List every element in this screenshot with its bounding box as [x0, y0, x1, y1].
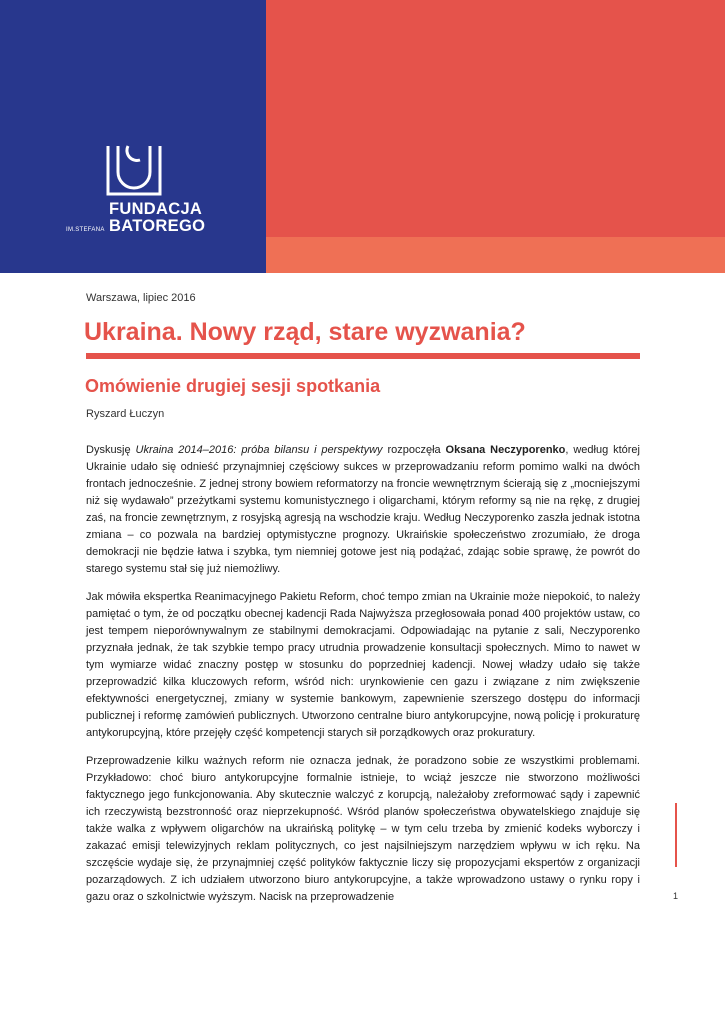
page-number: 1	[673, 891, 679, 901]
paragraph-1-text-a: Dyskusję	[86, 444, 136, 456]
header-orange-band	[266, 237, 725, 273]
dateline: Warszawa, lipiec 2016	[86, 292, 196, 304]
paragraph-3: Przeprowadzenie kilku ważnych reform nie oznacza jednak, że poradzono sobie ze wszystkimi problemami. Przykładowo: choć biuro antykorupcyjne formalnie istnieje, to wciąż jeszcze nie stworzono możliwości faktycznego jego funkcjonowania. Aby skutecznie walczyć z korupcją, należałoby zreformować sądy i zapewnić ich rzeczywistą bezstronność oraz nieprzekupność. Wśród planów społeczeństwa obywatelskiego znajduje się także walka z wpływem oligarchów na ukraińską politykę – w tym celu trzeba by zmienić kodeks wyborczy i zakazać emisji telewizyjnych reklam politycznych, co jest najsilniejszym narzędziem wpływu w ich ręku. Na szczęście wydaje się, że przynajmniej część polityków faktycznie liczy się propozycjami ekspertów z organizacji pozarządowych. Z ich udziałem utworzono biuro antykorupcyjne, a także wprowadzono ustawy o rynku ropy i gazu oraz o szkolnictwie wyższym. Nacisk na przeprowadzenie	[86, 755, 640, 903]
event-title-italic: Ukraina 2014–2016: próba bilansu i perspektywy	[135, 444, 383, 456]
speaker-name-bold: Oksana Neczyporenko	[445, 444, 566, 456]
article-body	[86, 442, 640, 917]
logo-text-fundacja: FUNDACJA	[109, 200, 203, 218]
paragraph-1-text-e: , według której Ukrainie udało się odnieść przynajmniej częściowy sukces w przeprowadzaniu reform pomimo walki na dwóch frontach jednocześnie. Z jednej strony bowiem reformatorzy na froncie wewnętrznym ścierają się z „mocniejszymi niż się wydawało” przeżytkami systemu komunistycznego i oligarchami, którym reformy są nie na rękę, z drugiej zaś, na froncie zewnętrznym, z rosyjską agresją na wschodzie kraju. Według Neczyporenko zaszła jednak istotna zmiana – co pozwala na bardziej optymistyczne prognozy. Ukraińskie społeczeństwo zrozumiało, że droga demokracji nie będzie łatwa i szybka, tym niemniej gotowe jest nią podążać, zdając sobie sprawę, że powrót do starego systemu stał się już niemożliwy.	[86, 444, 640, 575]
foundation-logo-icon	[106, 142, 162, 198]
page-subtitle: Omówienie drugiej sesji spotkania	[85, 376, 381, 396]
paragraph-1-text-c: rozpoczęła	[382, 444, 446, 456]
paragraph-2: Jak mówiła ekspertka Reanimacyjnego Pakietu Reform, choć tempo zmian na Ukrainie może niepokoić, to należy pamiętać o tym, że od początku obecnej kadencji Rada Najwyższa przegłosowała ponad 400 projektów ustaw, co jest tempem nieporównywalnym ze stabilnymi demokracjami. Odpowiadając na pytanie z sali, Neczyporenko przyznała jednak, że tak szybkie tempo pracy utrudnia prowadzenie konsultacji społecznych. Mimo to nawet w tym wymiarze widać znaczny postęp w stosunku do poprzedniej kadencji. Nowej władzy udało się także przeprowadzić kilka kluczowych reform, wśród nich: urynkowienie cen gazu i związane z nim zwiększenie efektywności energetycznej, zmiany w systemie bankowym, zapewnienie szerszego dostępu do informacji publicznej i reformę zamówień publicznych. Utworzono centralne biuro antykorupcyjne, nową policję i prokuraturę antykorupcyjną, które przejęły część kompetencji starych sił porządkowych oraz prokuratury.	[86, 591, 640, 739]
author: Ryszard Łuczyn	[86, 408, 165, 420]
logo-text-batorego: BATOREGO	[109, 217, 206, 235]
logo-text-im-stefana: IM.STEFANA	[66, 227, 105, 233]
header-red-panel	[266, 0, 725, 237]
title-underline	[86, 353, 640, 359]
paragraph-1	[86, 442, 640, 578]
page-title: Ukraina. Nowy rząd, stare wyzwania?	[84, 318, 526, 346]
margin-accent-line	[675, 803, 677, 867]
